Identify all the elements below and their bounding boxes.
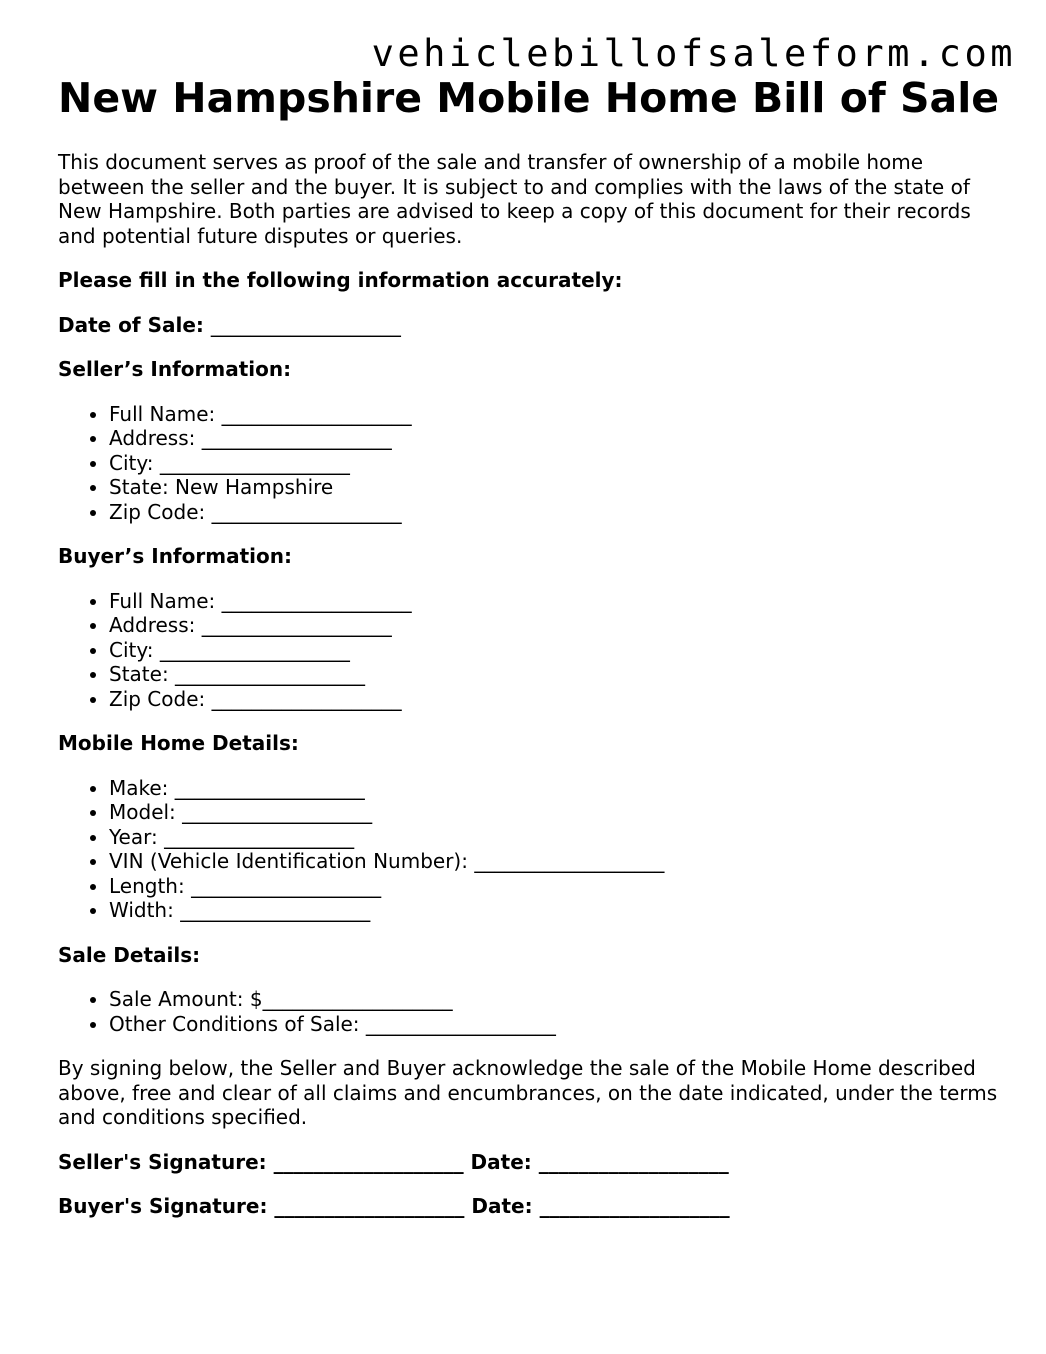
page-title: New Hampshire Mobile Home Bill of Sale: [58, 74, 1000, 122]
buyer-address-item: • Address: ___________________: [109, 613, 1008, 638]
seller-address-item: • Address: ___________________: [109, 426, 1008, 451]
home-model-item: • Model: ___________________: [109, 800, 1008, 825]
instruction-text: Please fill in the following information accurately:: [58, 268, 623, 292]
document-page: [58, 74, 1008, 1219]
home-width-item: • Width: ___________________: [109, 898, 1008, 923]
buyer-city-item: • City: ___________________: [109, 638, 1008, 663]
seller-signature-line: Seller's Signature: ___________________ Date: ___________________: [58, 1149, 729, 1174]
seller-state-item: • State: New Hampshire: [109, 475, 1008, 500]
seller-info-heading: Seller’s Information:: [58, 357, 292, 381]
home-details-heading: Mobile Home Details:: [58, 731, 299, 755]
buyer-zip-item: • Zip Code: ___________________: [109, 687, 1008, 712]
sale-conditions-item: • Other Conditions of Sale: ___________________: [109, 1012, 1008, 1037]
closing-paragraph: By signing below, the Seller and Buyer acknowledge the sale of the Mobile Home described above, free and clear of all claims and encumbrances, on the date indicated, under the terms and conditions specified.: [58, 1056, 998, 1129]
home-length-item: • Length: ___________________: [109, 874, 1008, 899]
buyer-info-heading: Buyer’s Information:: [58, 544, 292, 568]
seller-full-name-item: • Full Name: ___________________: [109, 402, 1008, 427]
buyer-full-name-item: • Full Name: ___________________: [109, 589, 1008, 614]
sale-details-heading: Sale Details:: [58, 942, 201, 967]
seller-zip-item: • Zip Code: ___________________: [109, 500, 1008, 525]
home-vin-item: • VIN (Vehicle Identification Number): ___________________: [109, 849, 1008, 874]
date-of-sale-line: [58, 313, 1008, 338]
home-make-item: • Make: ___________________: [109, 776, 1008, 801]
intro-paragraph: This document serves as proof of the sale and transfer of ownership of a mobile home between the seller and the buyer. It is subject to and complies with the laws of the state of New Hampshire. Both parties are advised to keep a copy of this document for their records and potential future disputes or queries.: [58, 150, 971, 248]
sale-amount-item: • Sale Amount: $___________________: [109, 987, 1008, 1012]
site-watermark: vehiclebillofsaleform.com: [371, 32, 1016, 75]
date-of-sale-label: Date of Sale:: [58, 312, 204, 337]
date-of-sale-blank: ___________________: [210, 312, 401, 337]
home-year-item: • Year: ___________________: [109, 825, 1008, 850]
seller-city-item: • City: ___________________: [109, 451, 1008, 476]
buyer-info-list: [58, 589, 1008, 712]
sale-details-list: [58, 987, 1008, 1036]
home-details-list: [58, 776, 1008, 923]
buyer-signature-line: Buyer's Signature: ___________________ Date: ___________________: [58, 1194, 730, 1218]
buyer-state-item: • State: ___________________: [109, 662, 1008, 687]
seller-info-list: [58, 402, 1008, 525]
